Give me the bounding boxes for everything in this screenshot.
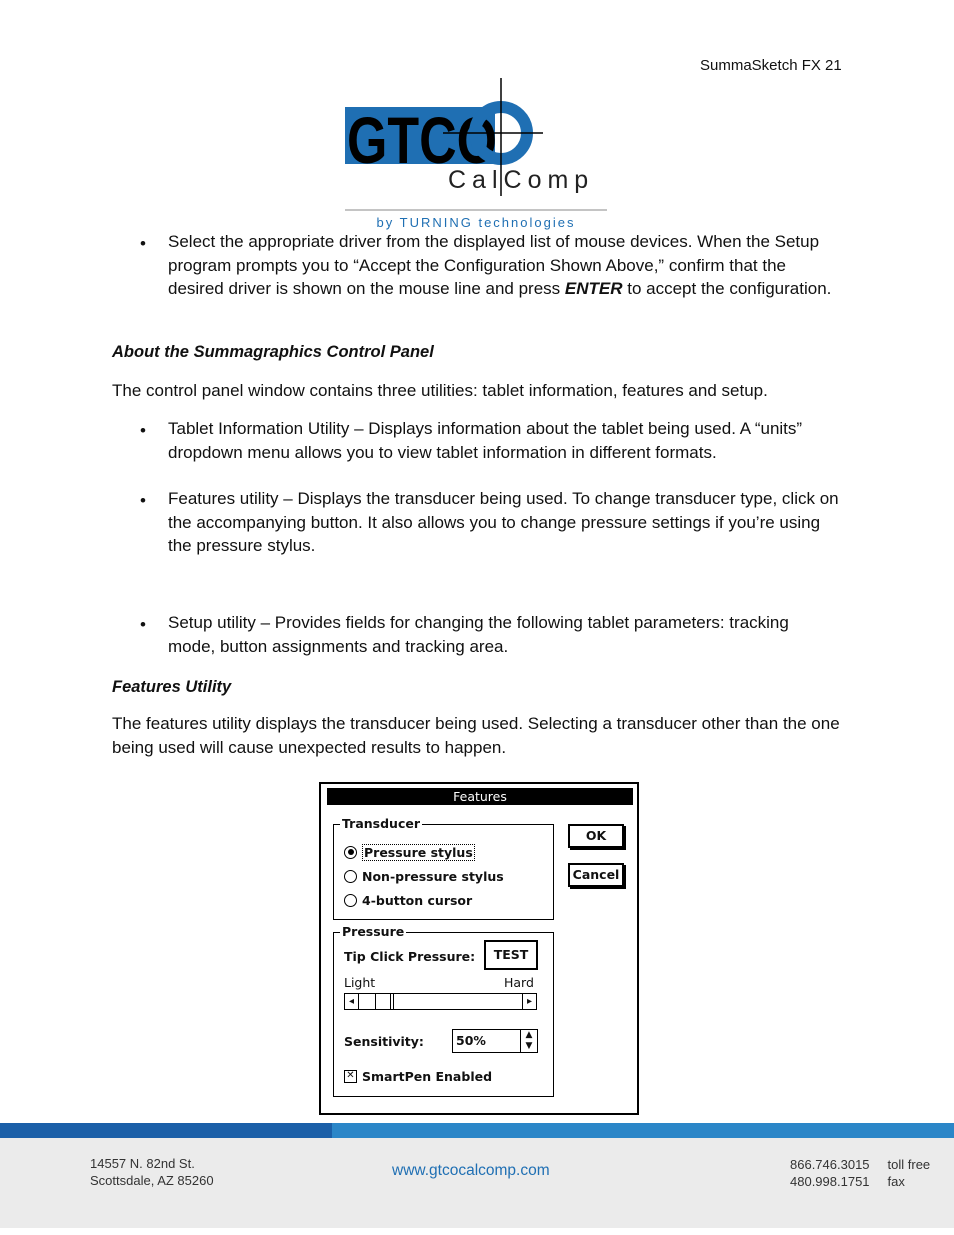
arrow-left-icon[interactable]: ◂: [345, 994, 359, 1009]
pressure-slider[interactable]: [344, 993, 537, 1010]
tip-click-label: Tip Click Pressure:: [344, 949, 476, 964]
pressure-group: [333, 924, 554, 1097]
spinner-arrows-icon[interactable]: ▲ ▼: [520, 1030, 537, 1052]
hard-label: Hard: [504, 975, 534, 990]
ok-button[interactable]: OK: [568, 824, 624, 848]
slider-thumb[interactable]: [375, 994, 391, 1009]
smartpen-checkbox[interactable]: ✕ SmartPen Enabled: [344, 1069, 492, 1084]
footer-accent-bar-dark: [0, 1123, 332, 1138]
bullet-icon: •: [140, 234, 146, 253]
company-logo: [343, 76, 613, 236]
paragraph-control-panel: The control panel window contains three utilities: tablet information, features and setup.: [112, 381, 768, 400]
radio-selected-icon: [344, 846, 357, 859]
transducer-label: Transducer: [342, 816, 420, 831]
bullet-tablet-info: Tablet Information Utility – Displays information about the tablet being used. A “units” dropdown menu allows you to view tablet information in different formats.: [168, 419, 803, 462]
bullet-setup: Setup utility – Provides fields for changing the following tablet parameters: tracking mode, button assignments and tracking area.: [168, 613, 789, 656]
checkbox-checked-icon: ✕: [344, 1070, 357, 1083]
dialog-title-bar: Features: [327, 788, 633, 805]
pressure-label: Pressure: [342, 924, 405, 939]
radio-icon: [344, 894, 357, 907]
features-dialog: [319, 782, 639, 1115]
bullet-icon: •: [140, 421, 146, 440]
radio-pressure-stylus[interactable]: Pressure stylus: [344, 843, 475, 861]
sensitivity-spinner[interactable]: [452, 1029, 538, 1053]
sensitivity-label: Sensitivity:: [344, 1034, 424, 1049]
radio-4-button-cursor[interactable]: 4-button cursor: [344, 891, 472, 909]
radio-icon: [344, 870, 357, 883]
bullet-icon: •: [140, 491, 146, 510]
footer-phones: 866.746.3015 toll free 480.998.1751 fax: [790, 1157, 931, 1189]
document-title: SummaSketch FX 21: [700, 57, 842, 74]
phone-fax: 480.998.1751: [790, 1174, 870, 1189]
heading-features-utility: Features Utility: [112, 678, 232, 696]
footer-accent-bar-light: [332, 1123, 954, 1138]
footer-website-link[interactable]: www.gtcocalcomp.com: [392, 1162, 550, 1179]
logo-main-text: GTCO: [347, 103, 497, 177]
logo-tagline: by TURNING technologies: [376, 215, 576, 230]
arrow-right-icon[interactable]: ▸: [522, 994, 536, 1009]
radio-non-pressure-stylus[interactable]: Non-pressure stylus: [344, 867, 504, 885]
transducer-group: [333, 816, 554, 920]
light-label: Light: [344, 975, 376, 990]
logo-sub-text: CalComp: [448, 166, 595, 194]
phone-toll-free: 866.746.3015: [790, 1157, 870, 1172]
bullet-features: Features utility – Displays the transducer being used. To change transducer type, click on the accompanying button. It also allows you to change pressure settings if you’re using the pressure stylus.: [168, 489, 839, 555]
slider-tick: [393, 994, 394, 1009]
paragraph-features-utility: The features utility displays the transducer being used. Selecting a transducer other than the one being used will cause unexpected results to happen.: [112, 714, 840, 757]
sensitivity-value: 50%: [456, 1033, 486, 1048]
footer-address: 14557 N. 82nd St. Scottsdale, AZ 85260: [90, 1156, 214, 1188]
bullet-icon: •: [140, 615, 146, 634]
heading-control-panel: About the Summagraphics Control Panel: [112, 343, 434, 361]
test-button[interactable]: TEST: [484, 940, 538, 970]
cancel-button[interactable]: Cancel: [568, 863, 624, 887]
bullet-driver-selection: Select the appropriate driver from the displayed list of mouse devices. When the Setup program prompts you to “Accept the Configuration Shown Above,” confirm that the desired driver is shown on the mouse line and press ENTER to accept the configuration.: [168, 232, 832, 298]
